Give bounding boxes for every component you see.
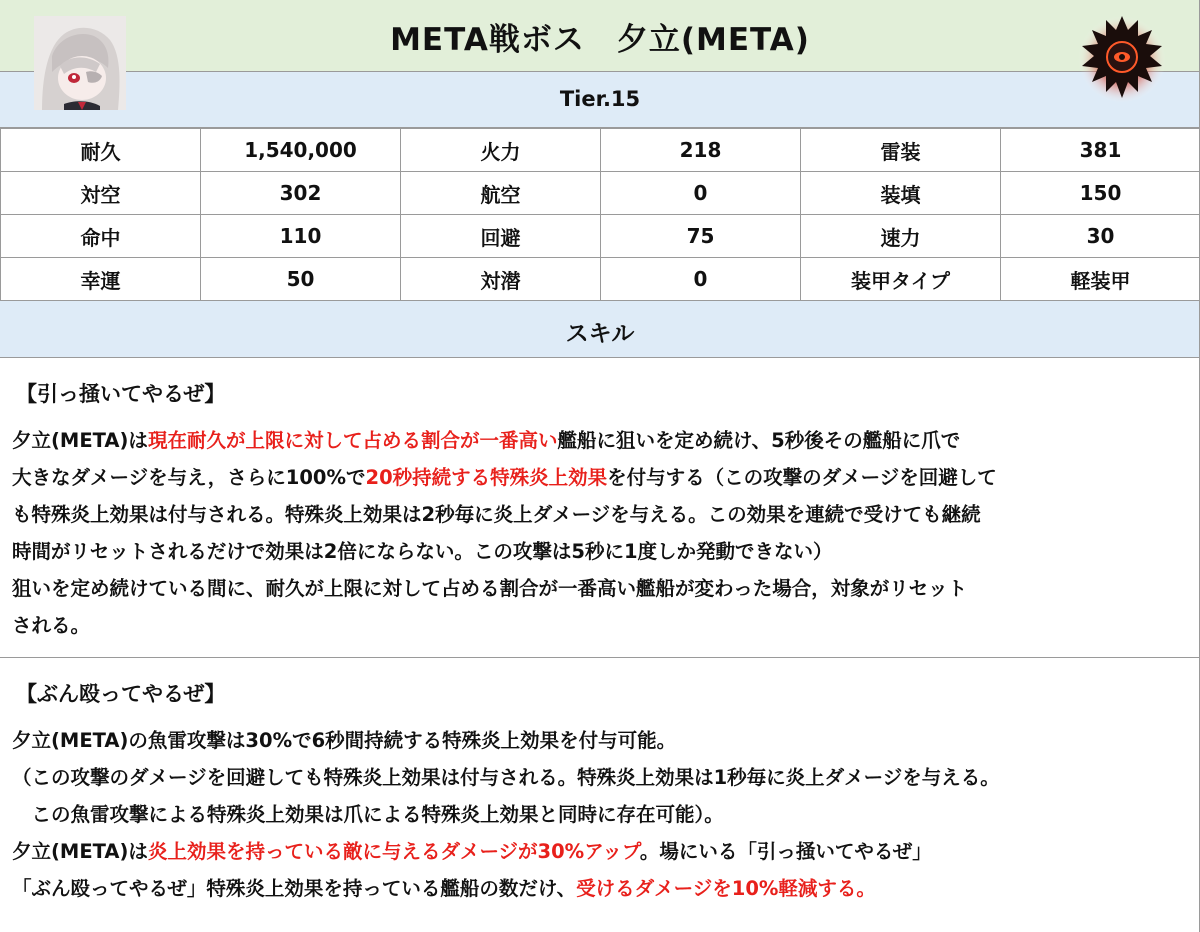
skill-text: この魚雷攻撃による特殊炎上効果は爪による特殊炎上効果と同時に存在可能）。 [12,803,724,826]
stats-table [0,128,1200,301]
skill-name: 【引っ掻いてやるぜ】 [16,382,226,406]
skill-text: も特殊炎上効果は付与される。特殊炎上効果は2秒毎に炎上ダメージを与える。この効果を連続で受けても継続 [12,503,981,526]
skill-description [12,722,1190,907]
stat-value: 50 [201,258,401,301]
stat-label: 対空 [1,172,201,215]
stats-row [1,172,1200,215]
stat-value: 軽装甲 [1001,258,1200,301]
skill-line [12,459,1190,496]
skill-text: を付与する（この攻撃のダメージを回避して [607,466,997,489]
tier-label: Tier.15 [559,87,641,111]
stat-label: 航空 [401,172,601,215]
stat-value: 75 [601,215,801,258]
highlighted-text: 現在耐久が上限に対して占める割合が一番高い [147,429,558,452]
skill-text: 艦船に狙いを定め続け、5秒後その艦船に爪で [557,429,961,452]
skill-text: 大きなダメージを与え，さらに100%で [12,466,366,489]
skill-line [12,722,1190,759]
stat-label: 雷装 [801,129,1001,172]
skill-block [0,658,1200,932]
highlighted-text: 炎上効果を持っている敵に与えるダメージが30%アップ [147,840,640,863]
skill-text: 夕立(META)の魚雷攻撃は30%で6秒間持続する特殊炎上効果を付与可能。 [12,729,677,752]
stat-value: 30 [1001,215,1200,258]
skill-text: 「ぶん殴ってやるぜ」特殊炎上効果を持っている艦船の数だけ、 [12,877,577,900]
skill-text: （この攻撃のダメージを回避しても特殊炎上効果は付与される。特殊炎上効果は1秒毎に炎上ダメージを与える。 [12,766,1000,789]
stats-row [1,129,1200,172]
skill-block [0,358,1200,658]
highlighted-text: 受けるダメージを10%軽減する。 [576,877,876,900]
skill-text: 。場にいる「引っ掻いてやるぜ」 [639,840,932,863]
skills-header-label: スキル [565,321,635,347]
stat-label: 火力 [401,129,601,172]
tier-bar [0,72,1200,128]
stat-value: 0 [601,258,801,301]
skill-text: 時間がリセットされるだけで効果は2倍にならない。この攻撃は5秒に1度しか発動できない） [12,540,833,563]
stat-value: 381 [1001,129,1200,172]
skill-line [12,759,1190,796]
highlighted-text: 20秒持続する特殊炎上効果 [365,466,608,489]
stat-label: 回避 [401,215,601,258]
skills-header [0,300,1200,358]
meta-flame-emblem [1078,10,1166,102]
stat-value: 0 [601,172,801,215]
stat-label: 耐久 [1,129,201,172]
stat-label: 対潜 [401,258,601,301]
skill-line [12,607,1190,644]
skill-line [12,533,1190,570]
stat-value: 1,540,000 [201,129,401,172]
stat-value: 150 [1001,172,1200,215]
stat-label: 命中 [1,215,201,258]
stat-label: 装甲タイプ [801,258,1001,301]
stats-row [1,215,1200,258]
stat-label: 速力 [801,215,1001,258]
stat-label: 装填 [801,172,1001,215]
stat-value: 218 [601,129,801,172]
stats-row [1,258,1200,301]
stat-label: 幸運 [1,258,201,301]
page-title: META戦ボス 夕立(META) [390,22,810,58]
skill-line [12,796,1190,833]
skill-line [12,870,1190,907]
skill-text: される。 [12,614,91,637]
skill-line [12,833,1190,870]
title-bar [0,0,1200,72]
stat-value: 302 [201,172,401,215]
skill-name: 【ぶん殴ってやるぜ】 [16,682,226,706]
character-portrait [34,16,126,110]
skill-text: 夕立(META)は [12,840,148,863]
skill-text: 夕立(META)は [12,429,148,452]
skill-line [12,496,1190,533]
skill-line [12,570,1190,607]
skill-text: 狙いを定め続けている間に、耐久が上限に対して占める割合が一番高い艦船が変わった場合，対象がリセット [12,577,968,600]
stat-value: 110 [201,215,401,258]
skill-description [12,422,1190,644]
skill-line [12,422,1190,459]
